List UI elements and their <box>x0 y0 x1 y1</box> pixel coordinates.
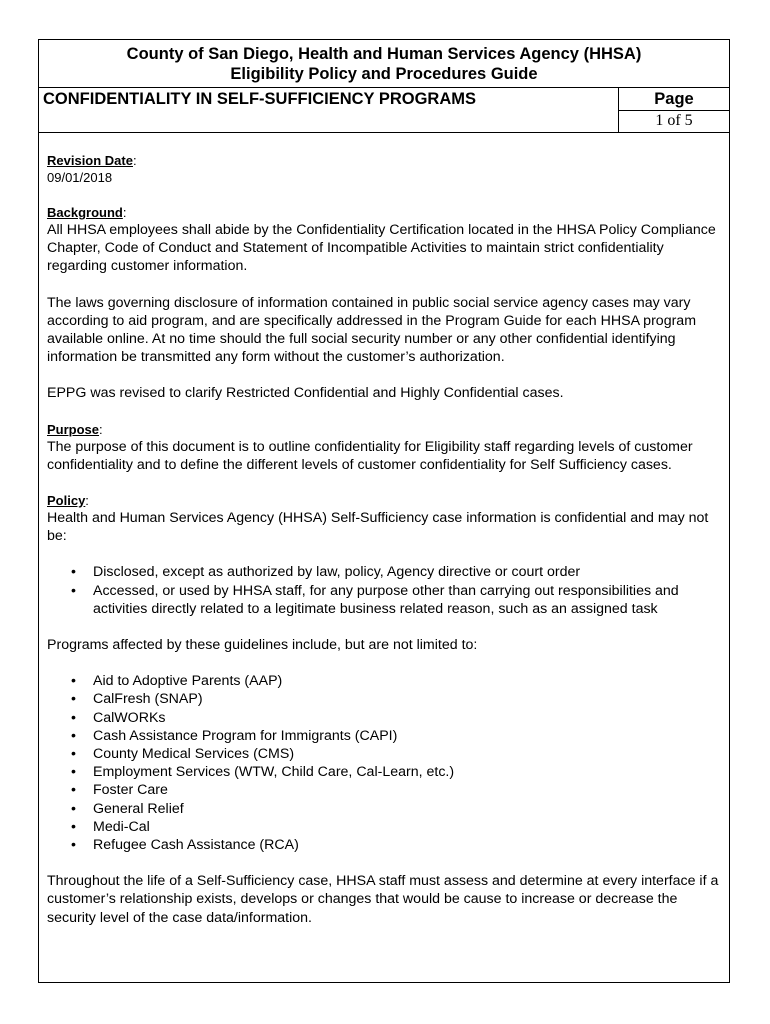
policy-colon: : <box>85 493 89 509</box>
programs-intro: Programs affected by these guidelines include, but are not limited to: <box>47 637 478 654</box>
purpose-heading <box>47 421 721 438</box>
page-number: 1 of 5 <box>655 112 693 129</box>
programs-list <box>47 672 721 854</box>
background-colon: : <box>122 205 127 220</box>
policy-label: Policy <box>47 493 86 509</box>
document-title: CONFIDENTIALITY IN SELF-SUFFICIENCY PROGRAMS <box>43 90 476 108</box>
revision-colon: : <box>132 153 137 168</box>
list-item: • Foster Care <box>93 781 721 799</box>
page-label: Page <box>619 88 729 111</box>
document-frame <box>38 39 730 983</box>
background-paragraph: All HHSA employees shall abide by the Confidentiality Certification located in the HHSA Policy Compliance Chapter, Code of Conduct and Statement of Incompatible Activities to maintain strict confidentiality regarding customer information. <box>47 222 716 275</box>
background-label: Background <box>47 205 123 220</box>
policy-intro: Health and Human Services Agency (HHSA) Self-Sufficiency case information is confidential and may not be: <box>47 510 709 545</box>
list-item: • Medi-Cal <box>93 818 721 836</box>
list-item: • CalFresh (SNAP) <box>93 690 721 708</box>
revision-date: 09/01/2018 <box>47 170 113 185</box>
purpose-label: Purpose <box>47 421 100 437</box>
list-item: • Cash Assistance Program for Immigrants (CAPI) <box>93 727 721 745</box>
policy-heading <box>47 492 721 509</box>
document-body <box>39 133 729 927</box>
policy-closing: Throughout the life of a Self-Sufficiency case, HHSA staff must assess and determine at every interface if a customer’s relationship exists, develops or changes that would be cause to increase or decrease the security level of the case data/information. <box>47 873 719 926</box>
list-item: • Aid to Adoptive Parents (AAP) <box>93 672 721 690</box>
list-item: • Refugee Cash Assistance (RCA) <box>93 836 721 854</box>
list-item: • Disclosed, except as authorized by law, policy, Agency directive or court order <box>93 563 721 581</box>
background-paragraph: The laws governing disclosure of information contained in public social service agency cases may vary according to aid program, and are specifically addressed in the Program Guide for each HHSA program available online. At no time should the full social security number or any other confidential identifying information be transmitted any form without the customer’s authorization. <box>47 294 697 366</box>
list-item: • General Relief <box>93 800 721 818</box>
revision-heading <box>47 152 721 169</box>
list-item: • Accessed, or used by HHSA staff, for any purpose other than carrying out responsibilities and activities directly related to a legitimate business related reason, such as an assigned task <box>93 582 721 618</box>
policy-bullet-list <box>47 563 721 618</box>
header-agency-block <box>39 40 729 88</box>
page-box <box>618 88 729 132</box>
purpose-text: The purpose of this document is to outline confidentiality for Eligibility staff regarding levels of customer confidentiality and to define the different levels of customer confidentiality for Self Sufficiency cases. <box>47 438 693 473</box>
agency-name: County of San Diego, Health and Human Services Agency (HHSA) <box>126 45 642 63</box>
background-paragraph: EPPG was revised to clarify Restricted Confidential and Highly Confidential cases. <box>47 385 564 402</box>
purpose-colon: : <box>99 421 103 437</box>
background-heading <box>47 204 721 221</box>
guide-name: Eligibility Policy and Procedures Guide <box>230 65 538 83</box>
header-title-row <box>39 88 729 133</box>
list-item: • CalWORKs <box>93 709 721 727</box>
list-item: • Employment Services (WTW, Child Care, Cal-Learn, etc.) <box>93 763 721 781</box>
list-item: • County Medical Services (CMS) <box>93 745 721 763</box>
revision-label: Revision Date <box>47 153 133 168</box>
